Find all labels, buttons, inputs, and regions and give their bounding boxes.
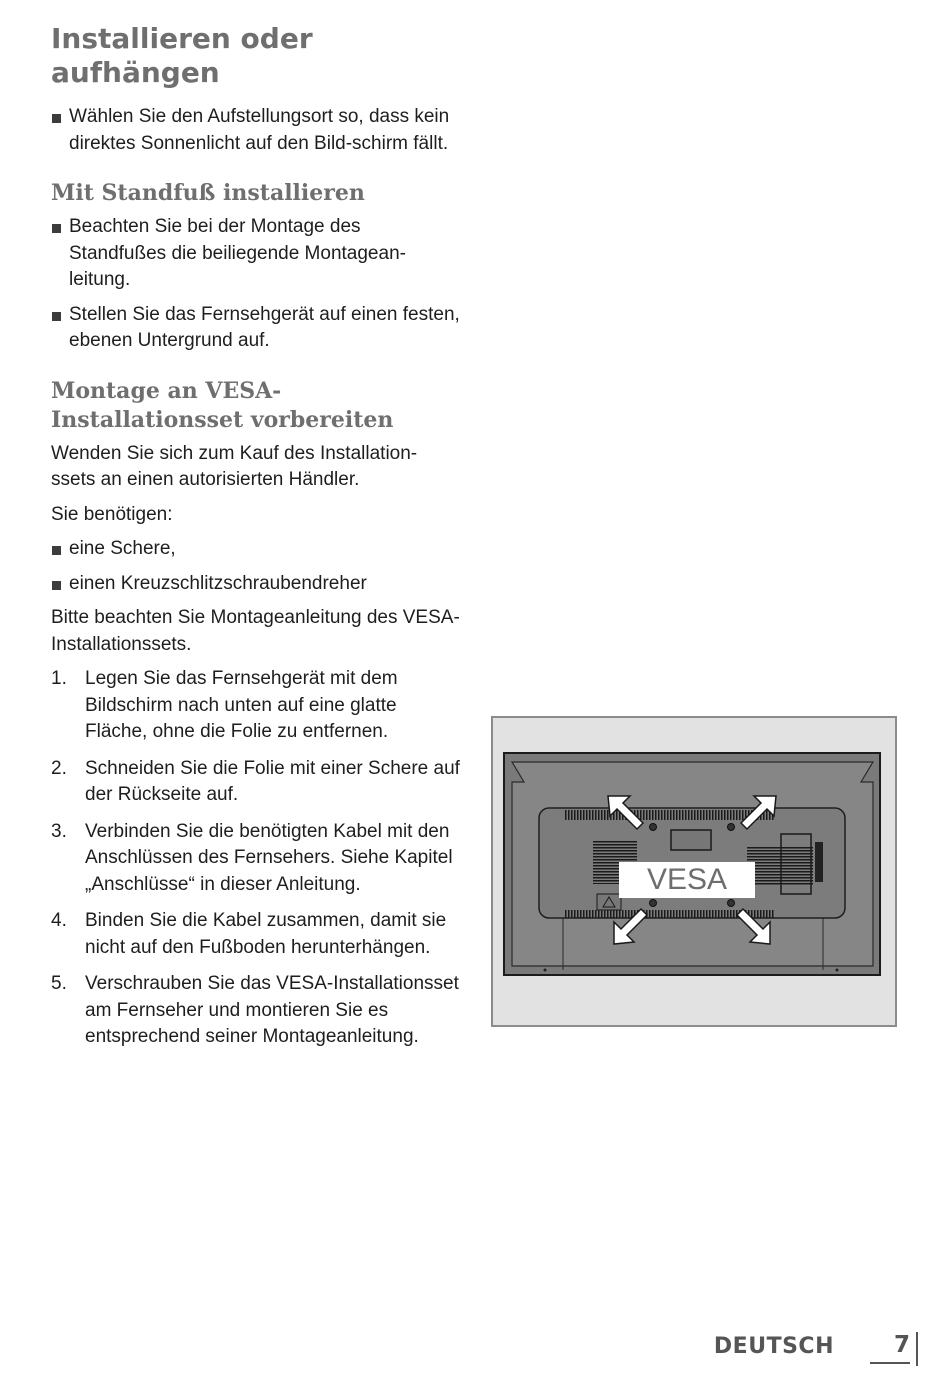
step-item: 4. Binden Sie die Kabel zusammen, damit sie nicht auf den Fußboden herunterhängen.	[51, 910, 447, 958]
text-column	[51, 22, 461, 1061]
paragraph-note: Bitte beachten Sie Montageanleitung des VESA-Installationssets.	[51, 607, 460, 655]
square-bullet-icon	[52, 546, 61, 555]
paragraph-you-need: Sie benötigen:	[51, 503, 173, 525]
square-bullet-icon	[52, 312, 61, 321]
tools-bullet-list	[51, 536, 461, 597]
list-item: einen Kreuzschlitzschraubendreher	[51, 571, 461, 598]
list-item: Wählen Sie den Aufstellungsort so, dass kein direktes Sonnenlicht auf den Bild-schirm fällt.	[51, 104, 461, 157]
list-item: eine Schere,	[51, 536, 461, 563]
list-item: Beachten Sie bei der Montage des Standfußes die beiliegende Montagean-leitung.	[51, 214, 461, 294]
section-heading-stand: Mit Standfuß installieren	[51, 180, 365, 206]
square-bullet-icon	[52, 224, 61, 233]
intro-bullet-list	[51, 104, 461, 157]
tv-back-illustration	[491, 716, 897, 1027]
footer-language: DEUTSCH	[713, 1334, 834, 1359]
vesa-label: VESA	[619, 862, 755, 898]
square-bullet-icon	[52, 114, 61, 123]
footer-divider	[916, 1332, 918, 1366]
page-number: 7	[870, 1332, 910, 1364]
step-item: 1. Legen Sie das Fernsehgerät mit dem Bildschirm nach unten auf eine glatte Fläche, ohne die Folie zu entfernen.	[51, 668, 398, 742]
stand-bullet-list	[51, 214, 461, 355]
step-item: 5. Verschrauben Sie das VESA-Installationsset am Fernseher und montieren Sie es entsprechend seiner Montageanleitung.	[51, 973, 459, 1047]
steps-list	[51, 666, 461, 1051]
page-title: Installieren oder aufhängen	[51, 22, 313, 89]
list-item: Stellen Sie das Fernsehgerät auf einen festen, ebenen Untergrund auf.	[51, 302, 461, 355]
square-bullet-icon	[52, 581, 61, 590]
step-item: 2. Schneiden Sie die Folie mit einer Schere auf der Rückseite auf.	[51, 757, 460, 805]
section-heading-vesa: Montage an VESA-Installationsset vorbereiten	[51, 377, 394, 433]
paragraph-purchase: Wenden Sie sich zum Kauf des Installation-ssets an einen autorisierten Händler.	[51, 442, 418, 490]
step-item: 3. Verbinden Sie die benötigten Kabel mit den Anschlüssen des Fernsehers. Siehe Kapitel „Anschlüsse“ in dieser Anleitung.	[51, 820, 453, 895]
